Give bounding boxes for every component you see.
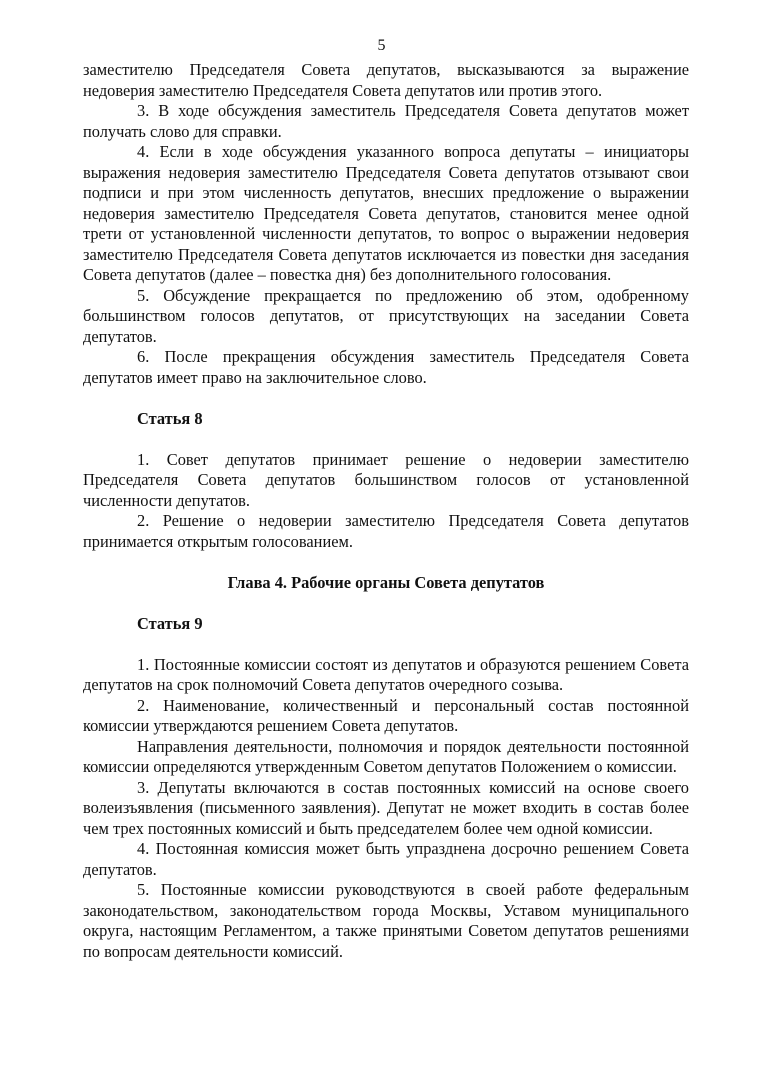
article-9-heading: Статья 9 [137,613,203,633]
paragraph: 6. После прекращения обсуждения заместитель Председателя Совета депутатов имеет право на заключительное слово. [83,347,689,387]
chapter-4-heading: Глава 4. Рабочие органы Совета депутатов [227,572,545,592]
paragraph: 3. В ходе обсуждения заместитель Председателя Совета депутатов может получать слово для справки. [83,101,689,141]
paragraph: 4. Постоянная комиссия может быть упразднена досрочно решением Совета депутатов. [83,839,689,879]
paragraph: 5. Постоянные комиссии руководствуются в своей работе федеральным законодательством, законодательством города Москвы, Уставом муниципального округа, настоящим Регламентом, а также принятыми Советом депутатов решениями по вопросам деятельности комиссий. [83,880,689,961]
paragraph: заместителю Председателя Совета депутатов, высказываются за выражение недоверия заместителю Председателя Совета депутатов или против этого. [83,60,689,100]
paragraph: 4. Если в ходе обсуждения указанного вопроса депутаты – инициаторы выражения недоверия заместителю Председателя Совета депутатов отзывают свои подписи и при этом численность депутатов, внесших предложение о выражении недоверия заместителю Председателя Совета депутатов, становится менее одной трети от установленной численности депутатов, то вопрос о выражении недоверия заместителю Председателя Совета депутатов исключается из повестки дня заседания Совета депутатов (далее – повестка дня) без дополнительного голосования. [83,142,689,284]
page-body [83,60,689,962]
paragraph: 1. Постоянные комиссии состоят из депутатов и образуются решением Совета депутатов на срок полномочий Совета депутатов очередного созыва. [83,654,689,694]
paragraph: 1. Совет депутатов принимает решение о недоверии заместителю Председателя Совета депутатов большинством голосов от установленной численности депутатов. [83,449,689,510]
paragraph: 2. Решение о недоверии заместителю Председателя Совета депутатов принимается открытым голосованием. [83,511,689,551]
paragraph: 2. Наименование, количественный и персональный состав постоянной комиссии утверждаются решением Совета депутатов. [83,695,689,735]
paragraph: Направления деятельности, полномочия и порядок деятельности постоянной комиссии определяются утвержденным Советом депутатов Положением о комиссии. [83,736,689,776]
page-number: 5 [377,37,386,54]
paragraph: 5. Обсуждение прекращается по предложению об этом, одобренному большинством голосов депутатов, от присутствующих на заседании Совета депутатов. [83,285,689,346]
paragraph: 3. Депутаты включаются в состав постоянных комиссий на основе своего волеизъявления (письменного заявления). Депутат не может входить в состав более чем трех постоянных комиссий и быть председателем более чем одной комиссии. [83,777,689,838]
article-8-heading: Статья 8 [137,408,203,428]
